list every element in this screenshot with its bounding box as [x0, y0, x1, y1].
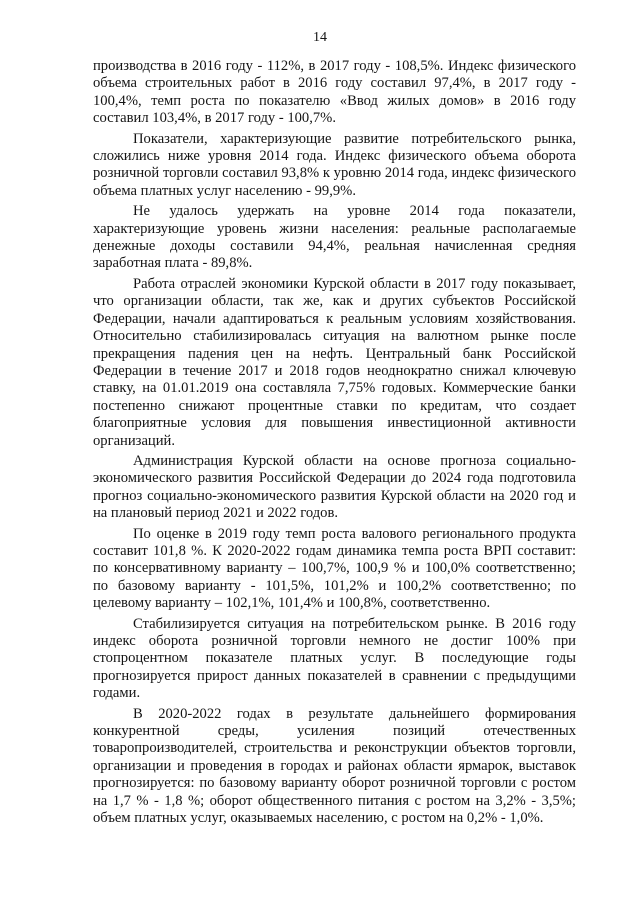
paragraph-consumer-stabilization: Стабилизируется ситуация на потребительском рынке. В 2016 году индекс оборота розничной торговли немного не достиг 100% при стопроцентном показателе платных услуг. В последующие годы прогнозируется прирост данных показателей в сравнении с предыдущими годами.	[93, 615, 576, 702]
document-body	[93, 58, 576, 830]
paragraph-production-indices: производства в 2016 году - 112%, в 2017 году - 108,5%. Индекс физического объема строительных работ в 2016 году составил 97,4%, в 2017 году - 100,4%, темп роста по показателю «Ввод жилых домов» в 2016 году составил 103,4%, в 2017 году - 100,7%.	[93, 58, 576, 127]
paragraph-grp-forecast: По оценке в 2019 году темп роста валового регионального продукта составит 101,8 %. К 2020-2022 годам динамика темпа роста ВРП составит: по консервативному варианту – 100,7%, 100,9 % и 100,0% соответственно; по базовому варианту - 101,5%, 101,2% и 100,2% соответственно; по целевому варианту – 102,1%, 101,4% и 100,8%, соответственно.	[93, 525, 576, 612]
paragraph-consumer-market: Показатели, характеризующие развитие потребительского рынка, сложились ниже уровня 2014 года. Индекс физического объема оборота розничной торговли составил 93,8% к уровню 2014 года, индекс физического объема платных услуг населению - 99,9%.	[93, 130, 576, 199]
paragraph-2020-2022-forecast: В 2020-2022 годах в результате дальнейшего формирования конкурентной среды, усиления позиций отечественных товаропроизводителей, строительства и реконструкции объектов торговли, организации и проведения в городах и районах области ярмарок, выставок прогнозируется: по базовому варианту оборот розничной торговли с ростом на 1,7 % - 1,8 %; оборот общественного питания с ростом на 3,2% - 3,5%; объем платных услуг, оказываемых населению, с ростом на 0,2% - 1,0%.	[93, 705, 576, 827]
paragraph-living-standards: Не удалось удержать на уровне 2014 года показатели, характеризующие уровень жизни населения: реальные располагаемые денежные доходы составили 94,4%, реальная начисленная средняя заработная плата - 89,8%.	[93, 203, 576, 272]
page-number: 14	[313, 30, 327, 45]
paragraph-forecast-preparation: Администрация Курской области на основе прогноза социально-экономического развития Российской Федерации до 2024 года подготовила прогноз социально-экономического развития Курской области на 2020 год и на плановый период 2021 и 2022 годов.	[93, 452, 576, 522]
paragraph-economy-2017: Работа отраслей экономики Курской области в 2017 году показывает, что организации области, так же, как и других субъектов Российской Федерации, начали адаптироваться к реальным условиям хозяйствования. Относительно стабилизировалась ситуация на валютном рынке после прекращения падения цен на нефть. Центральный банк Российской Федерации в течение 2017 и 2018 годов неоднократно снижал ключевую ставку, на 01.01.2019 она составляла 7,75% годовых. Коммерческие банки постепенно снижают процентные ставки по кредитам, что создает благоприятные условия для повышения инвестиционной активности организаций.	[93, 275, 576, 449]
